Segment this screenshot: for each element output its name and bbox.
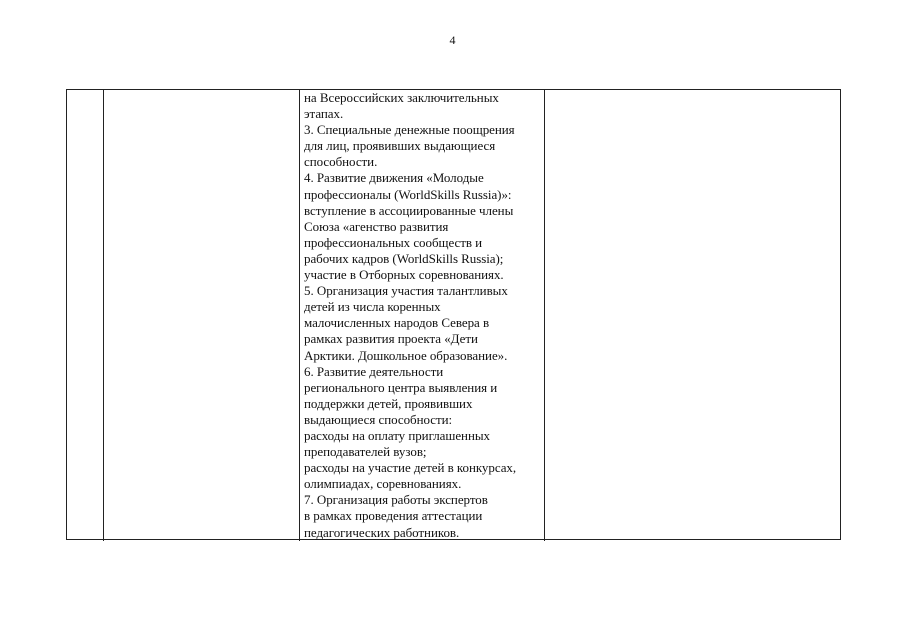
table-cell-col3-text	[300, 90, 544, 541]
table-cell-col3	[300, 90, 545, 541]
text-line: профессионалы (WorldSkills Russia)»:	[304, 186, 512, 202]
text-line: расходы на участие детей в конкурсах,	[304, 460, 517, 476]
text-line: 5. Организация участия талантливых	[304, 283, 508, 299]
text-line: 3. Специальные денежные поощрения	[304, 122, 515, 138]
text-line: профессиональных сообществ и	[304, 234, 483, 250]
table-cell-col4	[545, 90, 840, 541]
text-line: 7. Организация работы экспертов	[304, 492, 488, 508]
text-line: 4. Развитие движения «Молодые	[304, 170, 484, 186]
page-number: 4	[449, 33, 456, 47]
text-line: 6. Развитие деятельности	[304, 363, 444, 379]
document-table	[66, 89, 841, 540]
table-cell-col2	[104, 90, 300, 541]
text-line: детей из числа коренных	[304, 299, 441, 315]
text-line: для лиц, проявивших выдающиеся	[304, 138, 496, 154]
text-line: участие в Отборных соревнованиях.	[304, 267, 504, 283]
text-line: малочисленных народов Севера в	[304, 315, 490, 331]
text-line: способности.	[304, 154, 378, 170]
text-line: рамках развития проекта «Дети	[304, 331, 478, 347]
text-line: выдающиеся способности:	[304, 411, 453, 427]
text-line: олимпиадах, соревнованиях.	[304, 476, 462, 492]
text-line: Союза «агенство развития	[304, 218, 449, 234]
text-line: рабочих кадров (WorldSkills Russia);	[304, 250, 504, 266]
text-line: расходы на оплату приглашенных	[304, 427, 490, 443]
table-cell-col1	[67, 90, 104, 541]
text-line: педагогических работников.	[304, 524, 460, 540]
text-line: этапах.	[304, 106, 344, 122]
text-line: преподавателей вузов;	[304, 444, 427, 460]
text-line: Арктики. Дошкольное образование».	[304, 347, 508, 363]
text-line: поддержки детей, проявивших	[304, 395, 473, 411]
text-line: регионального центра выявления и	[304, 379, 498, 395]
text-line: на Всероссийских заключительных	[304, 90, 499, 105]
text-line: в рамках проведения аттестации	[304, 508, 483, 524]
text-line: вступление в ассоциированные члены	[304, 202, 514, 218]
